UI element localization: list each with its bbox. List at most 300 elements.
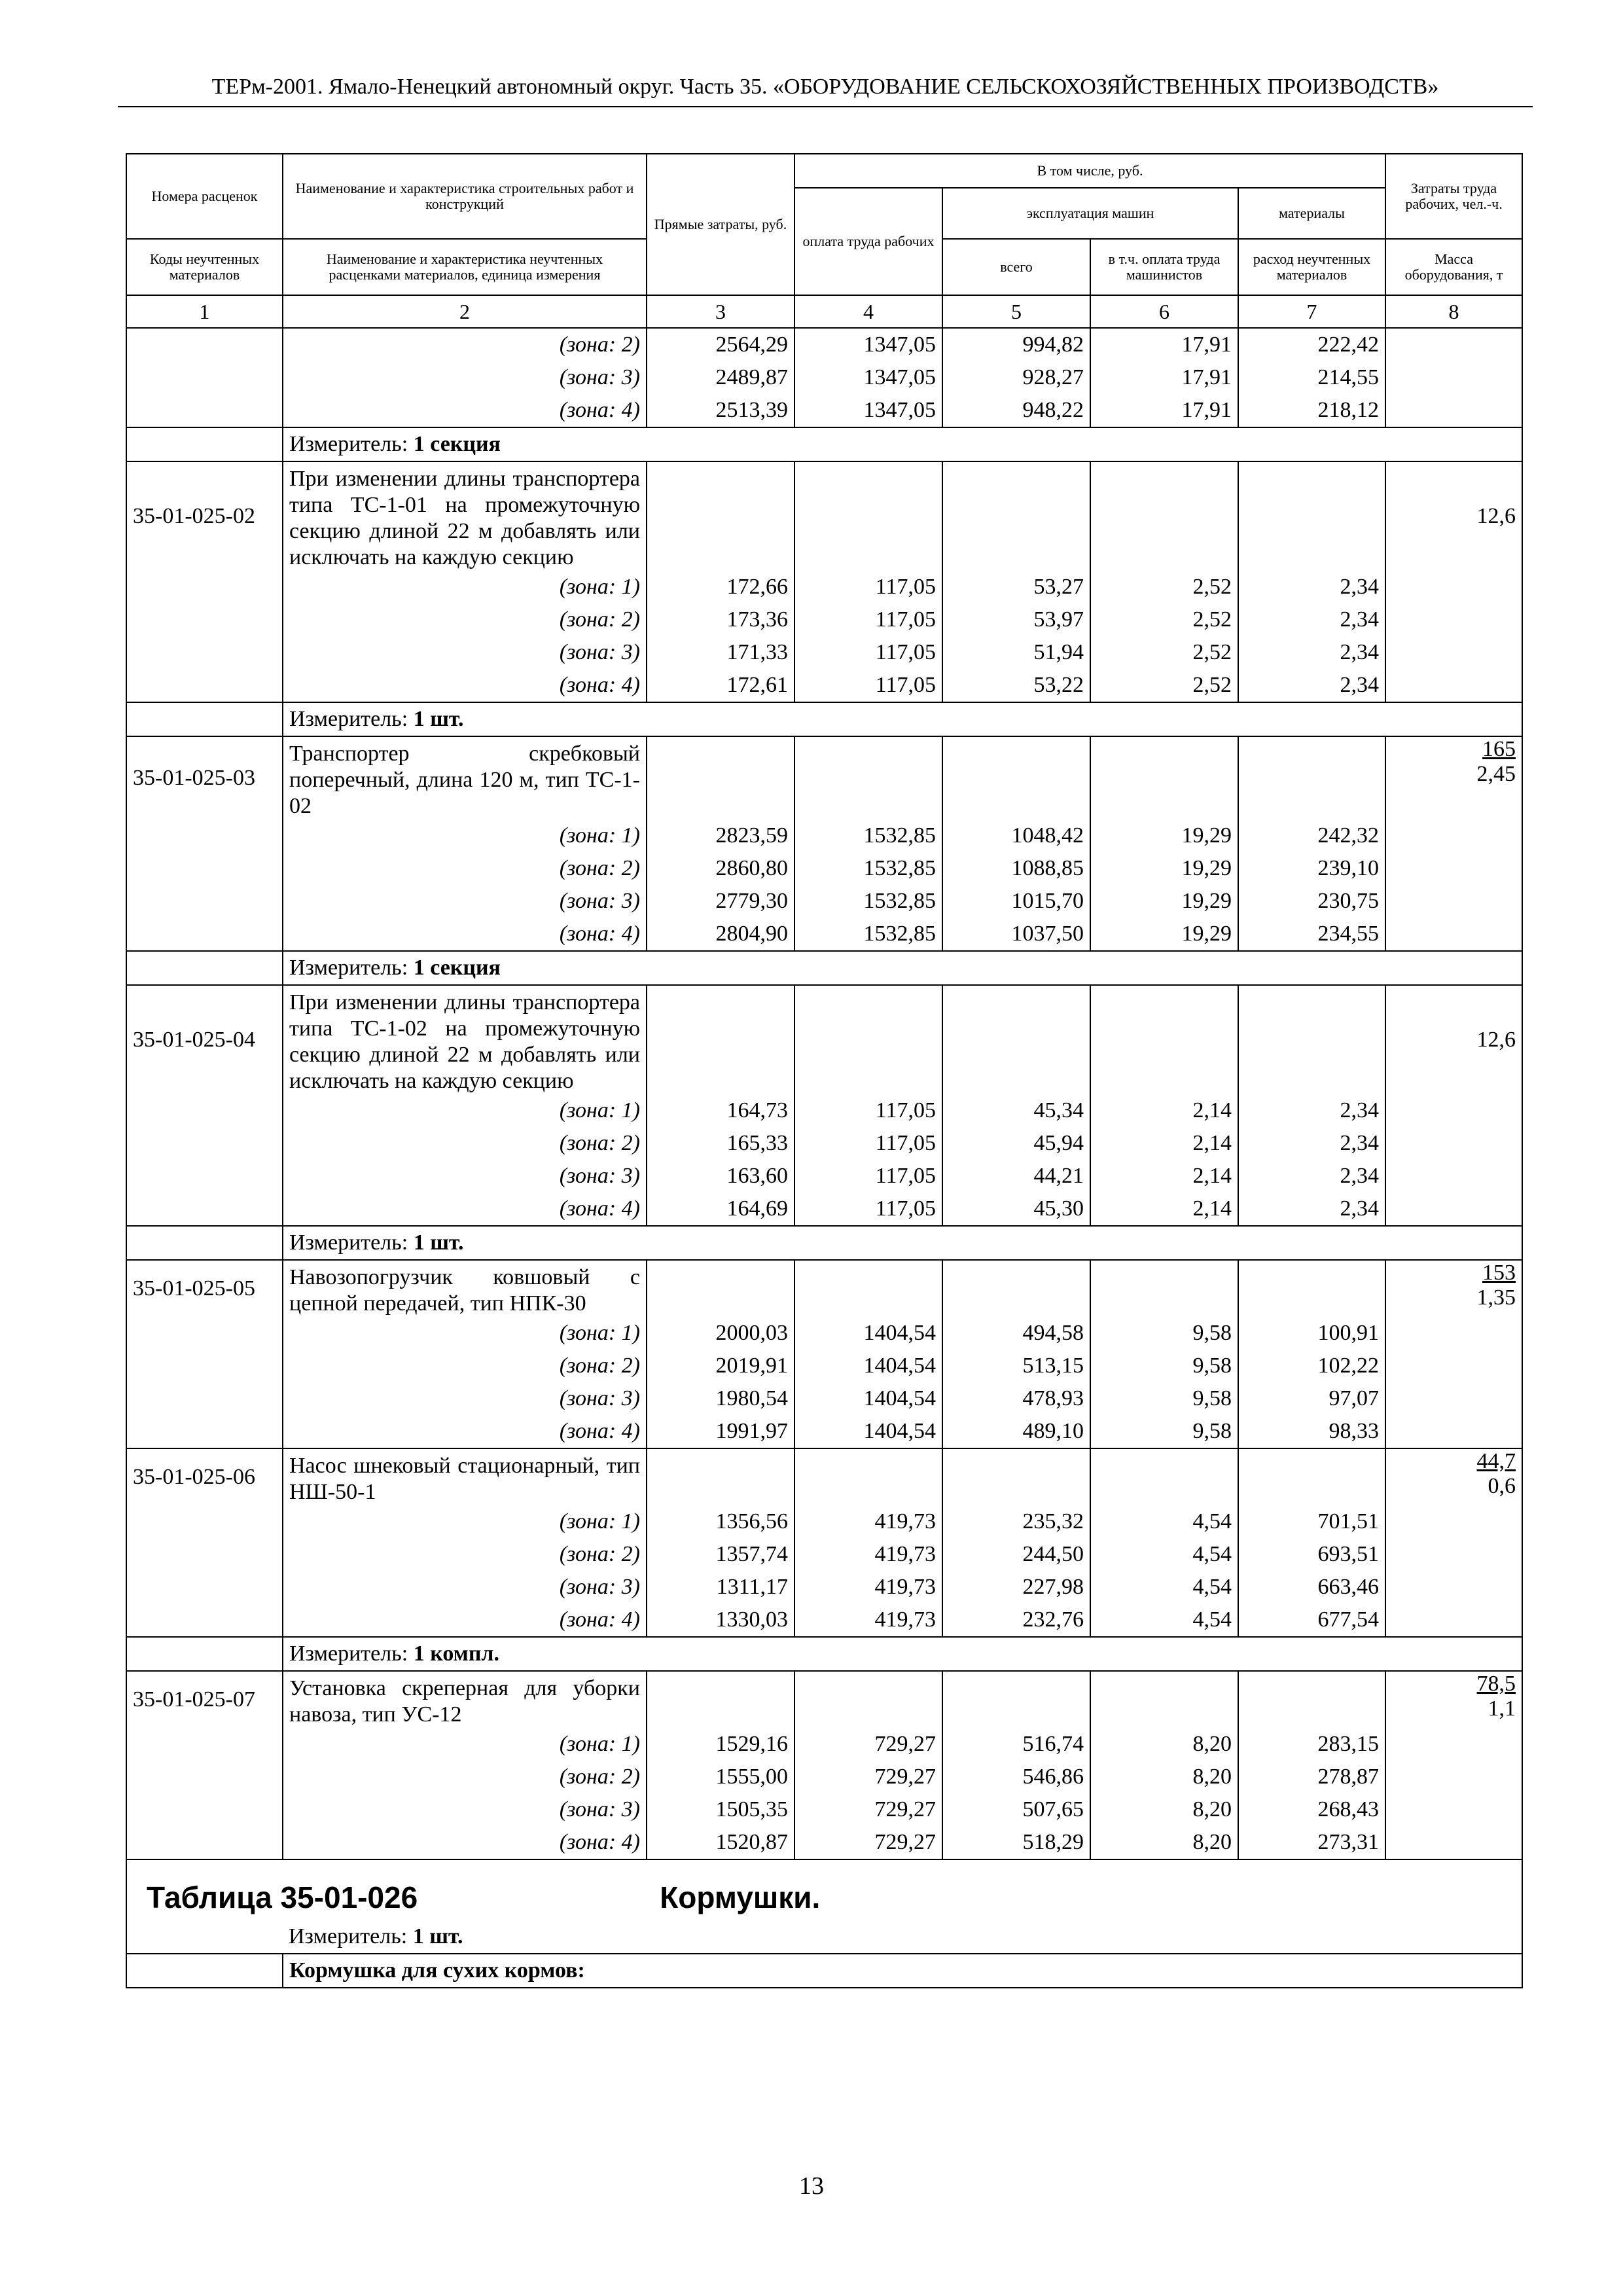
value-cell	[647, 1671, 794, 1728]
value-cell	[1238, 1671, 1385, 1728]
code-cell	[126, 1350, 283, 1382]
value-cell: 489,10	[942, 1415, 1090, 1448]
value-cell: 102,22	[1238, 1350, 1385, 1382]
value-cell: 729,27	[794, 1728, 942, 1761]
labor-cell	[1385, 669, 1522, 702]
labor-mass-fraction	[1477, 1449, 1516, 1499]
value-cell: 171,33	[647, 636, 794, 669]
item-description: Насос шнековый стационарный, тип НШ-50-1	[283, 1448, 647, 1505]
value-cell	[1090, 736, 1238, 819]
value-cell: 9,58	[1090, 1317, 1238, 1350]
zone-label: (зона: 1)	[283, 571, 647, 603]
labor-cell	[1385, 1382, 1522, 1415]
value-cell: 1980,54	[647, 1382, 794, 1415]
item-row	[126, 985, 1522, 1094]
value-cell: 117,05	[794, 669, 942, 702]
value-cell: 19,29	[1090, 852, 1238, 885]
value-cell: 98,33	[1238, 1415, 1385, 1448]
value-cell	[942, 1671, 1090, 1728]
value-cell	[942, 1448, 1090, 1505]
meter-row	[126, 1637, 1522, 1671]
zone-label: (зона: 3)	[283, 1382, 647, 1415]
value-cell: 2,34	[1238, 1160, 1385, 1193]
value-cell: 172,66	[647, 571, 794, 603]
head-machines-total: всего	[942, 239, 1090, 295]
labor-value: 44,7	[1476, 1449, 1516, 1473]
zone-label: (зона: 1)	[283, 819, 647, 852]
zone-label: (зона: 4)	[283, 1415, 647, 1448]
col-num: 7	[1238, 295, 1385, 328]
value-cell	[794, 1448, 942, 1505]
value-cell: 234,55	[1238, 918, 1385, 951]
labor-cell	[1385, 918, 1522, 951]
meter-label: Измеритель:	[289, 432, 408, 456]
labor-cell	[1385, 1571, 1522, 1604]
labor-cell	[1385, 1728, 1522, 1761]
zone-label: (зона: 3)	[283, 1793, 647, 1826]
value-cell: 163,60	[647, 1160, 794, 1193]
value-cell: 51,94	[942, 636, 1090, 669]
value-cell: 2,52	[1090, 636, 1238, 669]
value-cell: 1356,56	[647, 1505, 794, 1538]
code-cell	[126, 951, 283, 985]
value-cell: 1347,05	[794, 328, 942, 361]
zone-label: (зона: 2)	[283, 1350, 647, 1382]
value-cell: 1404,54	[794, 1415, 942, 1448]
value-cell: 45,34	[942, 1094, 1090, 1127]
head-materials: материалы	[1238, 188, 1385, 239]
meter-value: 1 секция	[413, 956, 501, 980]
item-row	[126, 461, 1522, 571]
zone-label: (зона: 4)	[283, 1604, 647, 1637]
value-cell: 117,05	[794, 1127, 942, 1160]
zone-row	[126, 918, 1522, 951]
meter-value: 1 шт.	[413, 1230, 464, 1255]
zone-label: (зона: 4)	[283, 1193, 647, 1226]
zone-label: (зона: 4)	[283, 918, 647, 951]
value-cell: 45,94	[942, 1127, 1090, 1160]
value-cell: 1555,00	[647, 1761, 794, 1793]
zone-label: (зона: 2)	[283, 1127, 647, 1160]
labor-mass-cell	[1385, 461, 1522, 571]
code-cell	[126, 1954, 283, 1988]
zone-row	[126, 669, 1522, 702]
value-cell: 419,73	[794, 1571, 942, 1604]
code-cell	[126, 571, 283, 603]
value-cell	[794, 985, 942, 1094]
value-cell: 948,22	[942, 394, 1090, 427]
value-cell	[647, 1260, 794, 1317]
meter-cell	[283, 702, 1522, 736]
value-cell: 1404,54	[794, 1382, 942, 1415]
value-cell	[1090, 1260, 1238, 1317]
code-cell	[126, 1317, 283, 1350]
head-name-materials: Наименование и характеристика неучтенных расценками материалов, единица измерения	[283, 239, 647, 295]
head-mass: Масса оборудования, т	[1385, 239, 1522, 295]
value-cell: 227,98	[942, 1571, 1090, 1604]
value-cell: 729,27	[794, 1761, 942, 1793]
value-cell: 8,20	[1090, 1728, 1238, 1761]
value-cell: 1037,50	[942, 918, 1090, 951]
code-cell	[126, 702, 283, 736]
value-cell: 419,73	[794, 1505, 942, 1538]
value-cell: 419,73	[794, 1538, 942, 1571]
value-cell: 172,61	[647, 669, 794, 702]
zone-row	[126, 1094, 1522, 1127]
zone-row	[126, 1317, 1522, 1350]
value-cell: 729,27	[794, 1826, 942, 1859]
code-cell	[126, 1793, 283, 1826]
value-cell: 19,29	[1090, 885, 1238, 918]
value-cell: 19,29	[1090, 918, 1238, 951]
labor-value: 165	[1482, 737, 1516, 761]
column-numbers	[126, 295, 1522, 328]
mass-value: 1,35	[1476, 1285, 1516, 1310]
zone-row	[126, 1761, 1522, 1793]
labor-cell	[1385, 1317, 1522, 1350]
labor-cell	[1385, 819, 1522, 852]
table-name: Кормушки.	[660, 1880, 821, 1914]
code-cell	[126, 1505, 283, 1538]
head-direct: Прямые затраты, руб.	[647, 154, 794, 295]
value-cell: 1311,17	[647, 1571, 794, 1604]
value-cell: 53,22	[942, 669, 1090, 702]
zone-row	[126, 1382, 1522, 1415]
head-incl: В том числе, руб.	[794, 154, 1385, 188]
price-table	[126, 153, 1523, 1988]
zone-label: (зона: 2)	[283, 603, 647, 636]
value-cell: 1347,05	[794, 394, 942, 427]
col-num: 3	[647, 295, 794, 328]
value-cell: 44,21	[942, 1160, 1090, 1193]
value-cell: 2,34	[1238, 1094, 1385, 1127]
rate-code: 35-01-025-03	[126, 736, 283, 819]
code-cell	[126, 1728, 283, 1761]
next-meter-row	[126, 1920, 1522, 1954]
value-cell: 4,54	[1090, 1604, 1238, 1637]
value-cell: 546,86	[942, 1761, 1090, 1793]
head-materials-use: расход неучтенных материалов	[1238, 239, 1385, 295]
value-cell	[942, 985, 1090, 1094]
meter-label: Измеритель:	[289, 1230, 408, 1255]
code-cell	[126, 819, 283, 852]
zone-row	[126, 361, 1522, 394]
value-cell: 663,46	[1238, 1571, 1385, 1604]
meter-row	[126, 951, 1522, 985]
value-cell	[1090, 1448, 1238, 1505]
value-cell: 1404,54	[794, 1350, 942, 1382]
value-cell: 507,65	[942, 1793, 1090, 1826]
zone-row	[126, 394, 1522, 427]
labor-cell	[1385, 636, 1522, 669]
value-cell: 278,87	[1238, 1761, 1385, 1793]
value-cell: 1347,05	[794, 361, 942, 394]
item-description: При изменении длины транспортера типа ТС-1-02 на промежуточную секцию длиной 22 м добавлять или исключать на каждую секцию	[283, 985, 647, 1094]
value-cell	[1090, 1671, 1238, 1728]
value-cell: 1532,85	[794, 885, 942, 918]
value-cell: 8,20	[1090, 1826, 1238, 1859]
labor-cell	[1385, 361, 1522, 394]
zone-label: (зона: 2)	[283, 328, 647, 361]
labor-mass-fraction	[1477, 1261, 1516, 1310]
value-cell: 214,55	[1238, 361, 1385, 394]
code-cell	[126, 427, 283, 461]
value-cell: 478,93	[942, 1382, 1090, 1415]
value-cell: 100,91	[1238, 1317, 1385, 1350]
value-cell: 218,12	[1238, 394, 1385, 427]
value-cell: 17,91	[1090, 328, 1238, 361]
labor-cell	[1385, 885, 1522, 918]
col-num: 6	[1090, 295, 1238, 328]
labor-cell	[1385, 1538, 1522, 1571]
zone-label: (зона: 4)	[283, 1826, 647, 1859]
col-num: 4	[794, 295, 942, 328]
value-cell: 230,75	[1238, 885, 1385, 918]
code-cell	[126, 394, 283, 427]
item-description: При изменении длины транспортера типа ТС-1-01 на промежуточную секцию длиной 22 м добавлять или исключать на каждую секцию	[283, 461, 647, 571]
value-cell: 2489,87	[647, 361, 794, 394]
section-subtitle: Кормушка для сухих кормов:	[289, 1958, 585, 1982]
value-cell: 2,14	[1090, 1094, 1238, 1127]
value-cell: 17,91	[1090, 361, 1238, 394]
zone-row	[126, 328, 1522, 361]
value-cell: 2,14	[1090, 1160, 1238, 1193]
value-cell: 1357,74	[647, 1538, 794, 1571]
value-cell: 2,52	[1090, 669, 1238, 702]
code-cell	[126, 1571, 283, 1604]
item-description: Транспортер скребковый поперечный, длина 120 м, тип ТС-1-02	[283, 736, 647, 819]
labor-value: 12,6	[1476, 1028, 1516, 1052]
zone-row	[126, 571, 1522, 603]
zone-row	[126, 1538, 1522, 1571]
meter-cell	[283, 951, 1522, 985]
value-cell	[942, 736, 1090, 819]
code-cell	[126, 328, 283, 361]
labor-cell	[1385, 1505, 1522, 1538]
value-cell: 2019,91	[647, 1350, 794, 1382]
value-cell: 53,97	[942, 603, 1090, 636]
zone-row	[126, 1505, 1522, 1538]
zone-label: (зона: 4)	[283, 669, 647, 702]
meter-label: Измеритель:	[289, 707, 408, 731]
zone-row	[126, 1127, 1522, 1160]
zone-label: (зона: 2)	[283, 1538, 647, 1571]
value-cell: 1991,97	[647, 1415, 794, 1448]
value-cell: 17,91	[1090, 394, 1238, 427]
value-cell: 117,05	[794, 571, 942, 603]
zone-row	[126, 603, 1522, 636]
value-cell	[794, 736, 942, 819]
zone-row	[126, 636, 1522, 669]
zone-row	[126, 819, 1522, 852]
value-cell: 677,54	[1238, 1604, 1385, 1637]
labor-cell	[1385, 328, 1522, 361]
value-cell: 117,05	[794, 636, 942, 669]
value-cell: 2,14	[1090, 1127, 1238, 1160]
head-machines: эксплуатация машин	[942, 188, 1238, 239]
value-cell: 117,05	[794, 1193, 942, 1226]
meter-cell	[283, 1226, 1522, 1260]
code-cell	[126, 918, 283, 951]
value-cell: 994,82	[942, 328, 1090, 361]
rate-code: 35-01-025-07	[126, 1671, 283, 1728]
value-cell: 701,51	[1238, 1505, 1385, 1538]
item-description: Установка скреперная для уборки навоза, тип УС-12	[283, 1671, 647, 1728]
head-code-materials: Коды неучтенных материалов	[126, 239, 283, 295]
labor-mass-fraction	[1477, 737, 1516, 787]
meter-row	[126, 427, 1522, 461]
labor-value: 12,6	[1476, 504, 1516, 528]
code-cell	[126, 852, 283, 885]
meter-label: Измеритель:	[289, 956, 408, 980]
code-cell	[126, 885, 283, 918]
value-cell: 1015,70	[942, 885, 1090, 918]
value-cell: 1532,85	[794, 852, 942, 885]
value-cell	[794, 1671, 942, 1728]
value-cell: 242,32	[1238, 819, 1385, 852]
labor-cell	[1385, 852, 1522, 885]
code-cell	[126, 1604, 283, 1637]
zone-label: (зона: 1)	[283, 1728, 647, 1761]
value-cell	[647, 736, 794, 819]
code-cell	[126, 1226, 283, 1260]
value-cell: 729,27	[794, 1793, 942, 1826]
zone-row	[126, 1415, 1522, 1448]
meter-label: Измеритель:	[289, 1924, 408, 1948]
meter-value: 1 шт.	[413, 707, 464, 731]
subtitle-cell	[283, 1954, 1522, 1988]
labor-cell	[1385, 1160, 1522, 1193]
labor-mass-cell	[1385, 985, 1522, 1094]
labor-cell	[1385, 1193, 1522, 1226]
meter-value: 1 секция	[413, 432, 501, 456]
labor-mass-cell	[1385, 736, 1522, 819]
zone-row	[126, 1350, 1522, 1382]
value-cell: 9,58	[1090, 1350, 1238, 1382]
value-cell: 173,36	[647, 603, 794, 636]
zone-label: (зона: 3)	[283, 885, 647, 918]
code-cell	[126, 1538, 283, 1571]
meter-row	[126, 1226, 1522, 1260]
labor-cell	[1385, 1415, 1522, 1448]
col-num: 2	[283, 295, 647, 328]
item-description: Навозопогрузчик ковшовый с цепной передачей, тип НПК-30	[283, 1260, 647, 1317]
code-cell	[126, 636, 283, 669]
zone-row	[126, 1728, 1522, 1761]
meter-cell	[283, 1920, 1522, 1954]
zone-label: (зона: 1)	[283, 1094, 647, 1127]
code-cell	[126, 603, 283, 636]
code-cell	[126, 669, 283, 702]
value-cell: 53,27	[942, 571, 1090, 603]
value-cell: 2513,39	[647, 394, 794, 427]
labor-value: 153	[1482, 1261, 1516, 1285]
rate-code: 35-01-025-05	[126, 1260, 283, 1317]
rate-code: 35-01-025-04	[126, 985, 283, 1094]
zone-row	[126, 1604, 1522, 1637]
value-cell: 164,69	[647, 1193, 794, 1226]
labor-cell	[1385, 1793, 1522, 1826]
labor-cell	[1385, 603, 1522, 636]
value-cell: 2,34	[1238, 1193, 1385, 1226]
value-cell	[942, 1260, 1090, 1317]
labor-value: 78,5	[1476, 1672, 1516, 1696]
value-cell: 283,15	[1238, 1728, 1385, 1761]
value-cell	[647, 1448, 794, 1505]
value-cell: 1330,03	[647, 1604, 794, 1637]
value-cell: 2779,30	[647, 885, 794, 918]
next-table-title-cell	[126, 1859, 1522, 1920]
code-cell	[126, 1193, 283, 1226]
rate-code: 35-01-025-06	[126, 1448, 283, 1505]
col-num: 5	[942, 295, 1090, 328]
value-cell: 2860,80	[647, 852, 794, 885]
labor-mass-cell	[1385, 1448, 1522, 1505]
code-cell	[126, 1637, 283, 1671]
value-cell: 2823,59	[647, 819, 794, 852]
zone-label: (зона: 4)	[283, 394, 647, 427]
value-cell	[1238, 461, 1385, 571]
meter-label: Измеритель:	[289, 1641, 408, 1666]
value-cell: 2,34	[1238, 571, 1385, 603]
mass-value: 0,6	[1488, 1474, 1516, 1498]
value-cell: 2,34	[1238, 603, 1385, 636]
value-cell: 2,14	[1090, 1193, 1238, 1226]
meter-row	[126, 702, 1522, 736]
value-cell: 494,58	[942, 1317, 1090, 1350]
zone-row	[126, 1193, 1522, 1226]
value-cell: 419,73	[794, 1604, 942, 1637]
item-row	[126, 1671, 1522, 1728]
zone-label: (зона: 3)	[283, 1571, 647, 1604]
value-cell: 1048,42	[942, 819, 1090, 852]
zone-label: (зона: 1)	[283, 1505, 647, 1538]
value-cell: 165,33	[647, 1127, 794, 1160]
item-row	[126, 736, 1522, 819]
value-cell	[1238, 985, 1385, 1094]
zone-row	[126, 1826, 1522, 1859]
zone-label: (зона: 2)	[283, 1761, 647, 1793]
value-cell: 2,34	[1238, 1127, 1385, 1160]
code-cell	[126, 1160, 283, 1193]
labor-cell	[1385, 571, 1522, 603]
next-table-title-row	[126, 1859, 1522, 1920]
head-labor: Затраты труда рабочих, чел.-ч.	[1385, 154, 1522, 239]
zone-label: (зона: 3)	[283, 361, 647, 394]
col-num: 8	[1385, 295, 1522, 328]
value-cell: 2,52	[1090, 571, 1238, 603]
value-cell: 1505,35	[647, 1793, 794, 1826]
zone-row	[126, 885, 1522, 918]
value-cell: 97,07	[1238, 1382, 1385, 1415]
zone-row	[126, 852, 1522, 885]
value-cell: 2564,29	[647, 328, 794, 361]
code-cell	[126, 1920, 283, 1954]
table-head	[126, 154, 1522, 328]
code-cell	[126, 1415, 283, 1448]
zone-row	[126, 1793, 1522, 1826]
code-cell	[126, 1094, 283, 1127]
value-cell: 45,30	[942, 1193, 1090, 1226]
zone-label: (зона: 1)	[283, 1317, 647, 1350]
value-cell: 2804,90	[647, 918, 794, 951]
zone-label: (зона: 3)	[283, 636, 647, 669]
value-cell	[942, 461, 1090, 571]
zone-label: (зона: 2)	[283, 852, 647, 885]
value-cell: 1088,85	[942, 852, 1090, 885]
zone-label: (зона: 3)	[283, 1160, 647, 1193]
value-cell: 1532,85	[794, 918, 942, 951]
